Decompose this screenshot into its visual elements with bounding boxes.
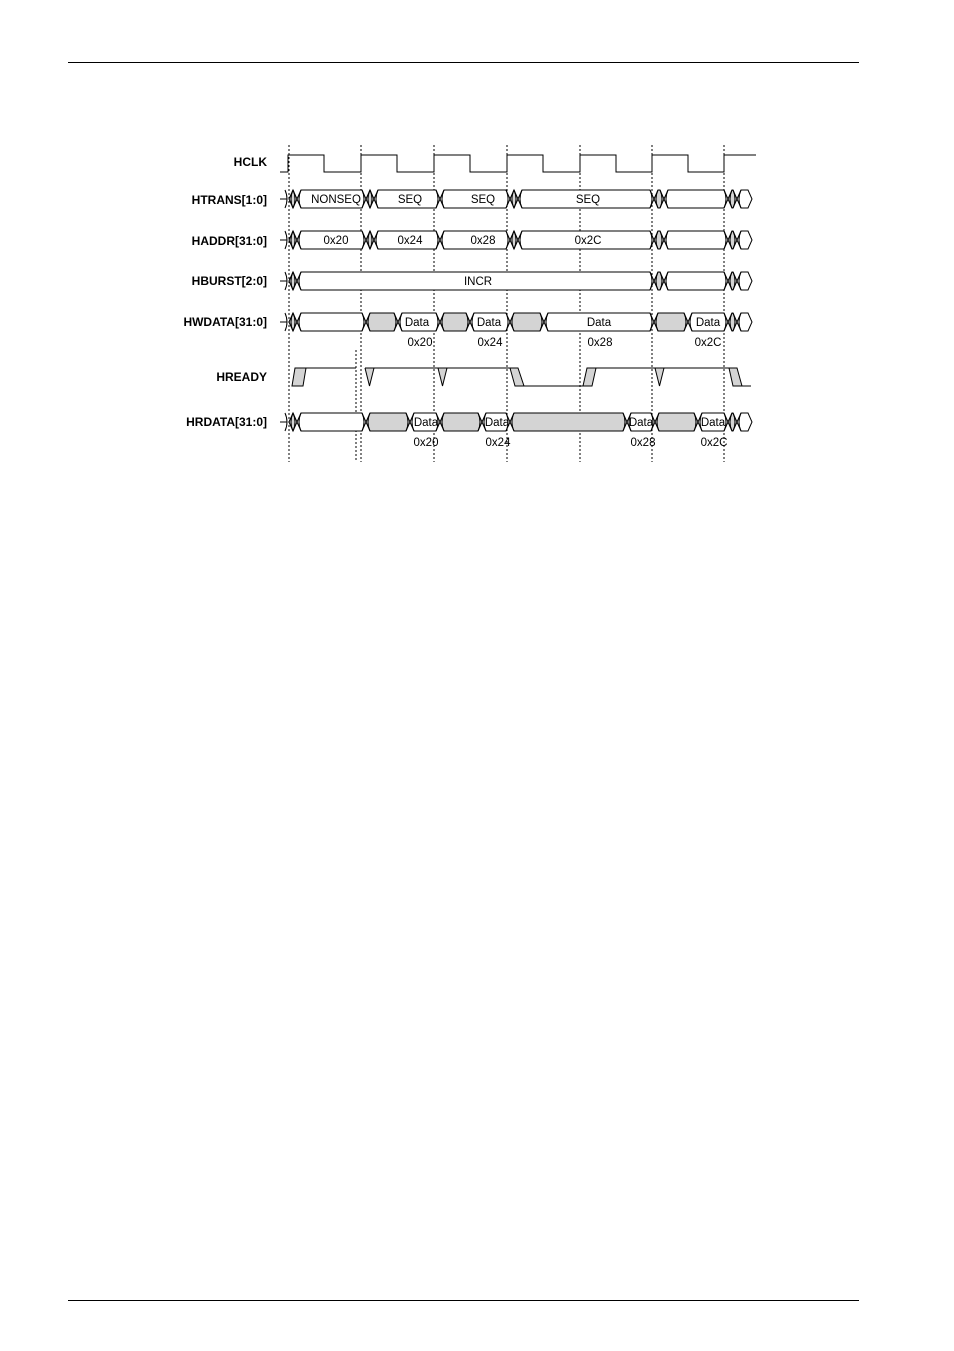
haddr-segment	[366, 231, 374, 249]
haddr-seg-label: 0x24	[397, 235, 423, 247]
haddr-seg-label: 0x2C	[574, 235, 602, 247]
hwdata-seg-label: Data	[695, 317, 721, 329]
hwdata-segment	[366, 313, 398, 331]
hrdata-addr-label: 0x24	[485, 437, 511, 449]
hrdata-segment	[289, 413, 297, 431]
hwdata-addr-label: 0x28	[587, 337, 613, 349]
hrdata-addr-label: 0x28	[630, 437, 656, 449]
htrans-seg-label: SEQ	[397, 194, 423, 206]
hwdata-seg-label: Data	[586, 317, 612, 329]
hrdata-waveform	[280, 413, 752, 431]
hrdata-seg-label: Data	[484, 417, 510, 429]
signal-label-hwdata: HWDATA[31:0]	[183, 315, 267, 329]
haddr-seg-label: 0x28	[470, 235, 496, 247]
haddr-segment	[510, 231, 518, 249]
hwdata-seg-label: Data	[404, 317, 430, 329]
hrdata-segment	[510, 413, 627, 431]
signal-label-hready: HREADY	[216, 370, 267, 384]
htrans-seg-label: SEQ	[575, 194, 601, 206]
haddr-waveform	[280, 231, 752, 249]
ahb-timing-diagram	[0, 0, 954, 500]
footer-rule	[68, 1300, 859, 1301]
hwdata-addr-label: 0x20	[407, 337, 433, 349]
htrans-segment	[510, 190, 518, 208]
hwdata-addr-label: 0x24	[477, 337, 503, 349]
haddr-seg-label: 0x20	[323, 235, 349, 247]
hrdata-addr-label: 0x20	[413, 437, 439, 449]
hwdata-waveform	[280, 313, 752, 331]
signal-label-hburst: HBURST[2:0]	[191, 274, 267, 288]
hrdata-segment	[366, 413, 410, 431]
hburst-seg-label: INCR	[463, 276, 493, 288]
hburst-segment	[728, 272, 737, 290]
hwdata-segment	[510, 313, 544, 331]
htrans-segment	[289, 190, 297, 208]
signal-label-haddr: HADDR[31:0]	[191, 234, 267, 248]
hwdata-segment	[289, 313, 297, 331]
htrans-seg-label: SEQ	[470, 194, 496, 206]
hrdata-seg-label: Data	[413, 417, 439, 429]
hrdata-seg-label: Data	[700, 417, 726, 429]
hrdata-seg-label: Data	[628, 417, 654, 429]
signal-label-htrans: HTRANS[1:0]	[191, 193, 267, 207]
hburst-segment	[664, 272, 728, 290]
htrans-segment	[728, 190, 737, 208]
hrdata-addr-label: 0x2C	[700, 437, 728, 449]
signal-label-hclk: HCLK	[233, 155, 267, 169]
hrdata-segment	[297, 413, 366, 431]
haddr-segment	[728, 231, 737, 249]
hrdata-segment	[728, 413, 737, 431]
hclk-waveform	[280, 155, 756, 172]
haddr-segment	[664, 231, 728, 249]
hwdata-segment	[654, 313, 688, 331]
hwdata-segment	[297, 313, 366, 331]
htrans-segment	[366, 190, 374, 208]
hrdata-segment	[440, 413, 482, 431]
hburst-waveform	[280, 272, 752, 290]
signal-label-hrdata: HRDATA[31:0]	[186, 415, 267, 429]
htrans-segment	[664, 190, 728, 208]
hwdata-segment	[728, 313, 737, 331]
htrans-seg-label: NONSEQ	[311, 194, 361, 206]
haddr-segment	[289, 231, 297, 249]
hwdata-addr-label: 0x2C	[694, 337, 722, 349]
hrdata-segment	[655, 413, 698, 431]
hwdata-seg-label: Data	[476, 317, 502, 329]
hburst-segment	[289, 272, 297, 290]
hwdata-segment	[440, 313, 470, 331]
